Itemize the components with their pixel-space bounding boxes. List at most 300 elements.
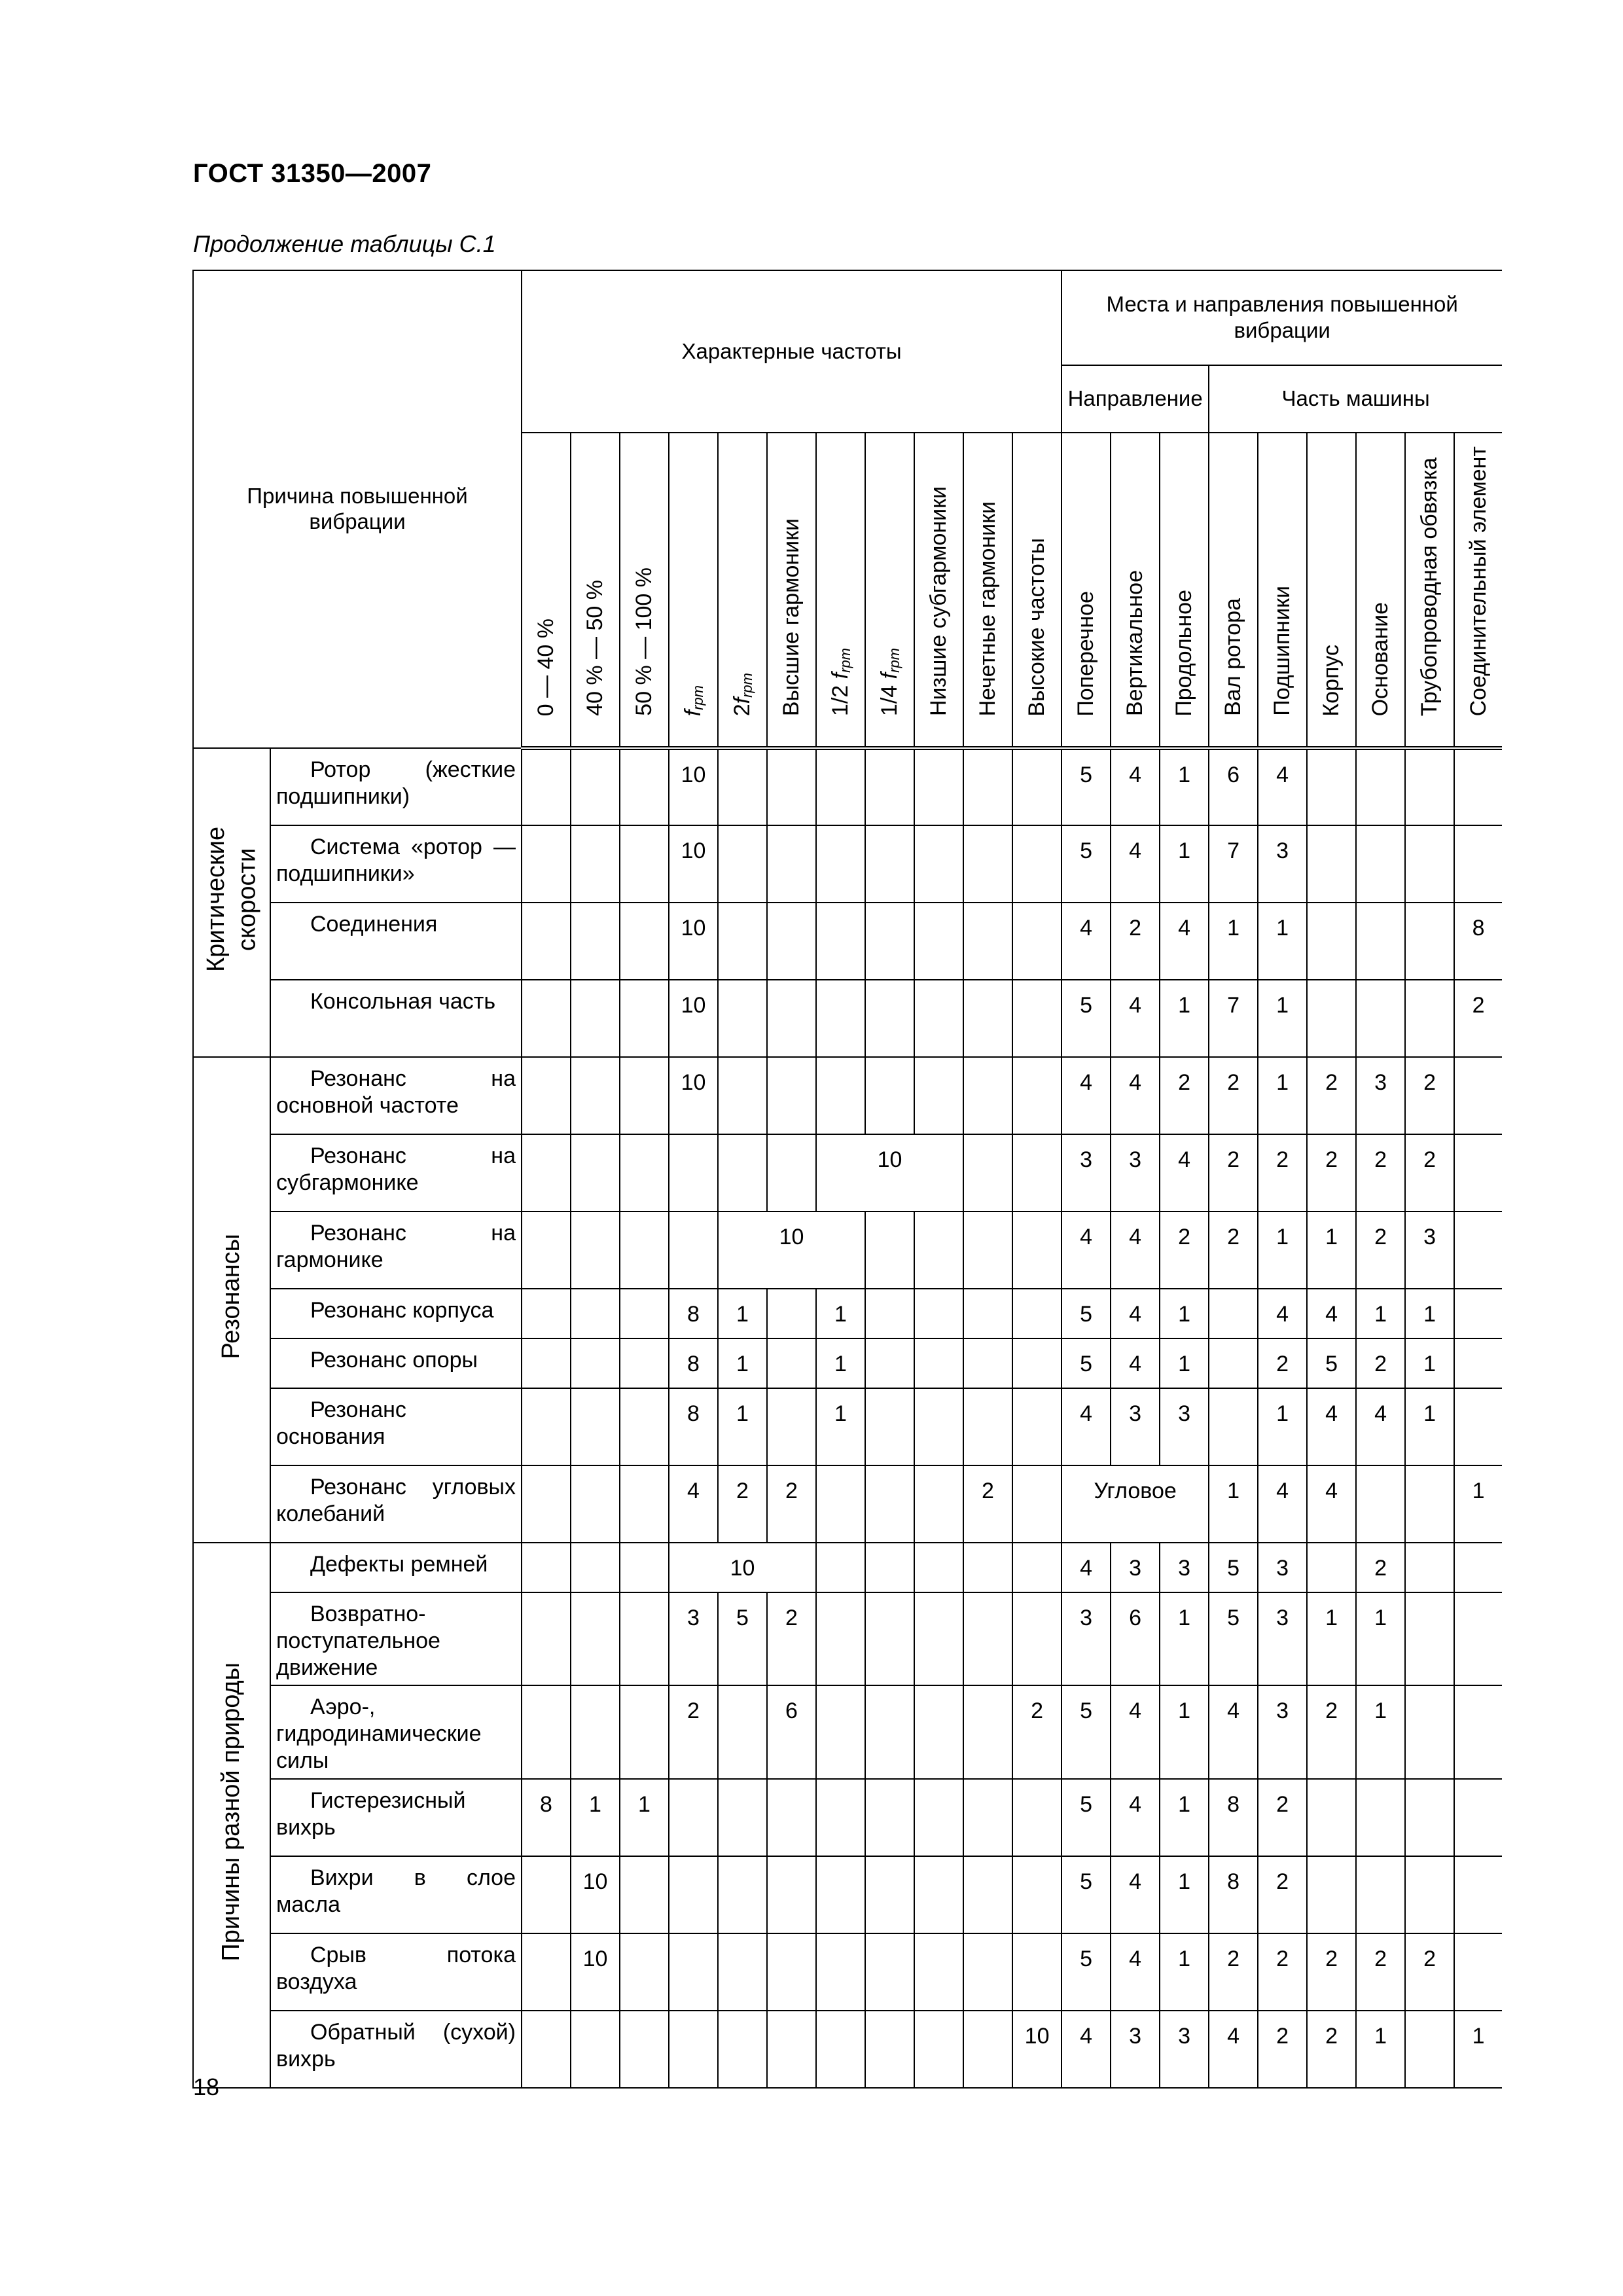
column-header-label: Корпус [1319,644,1344,717]
value-cell [1012,825,1061,903]
cell-value: 8 [687,1352,700,1376]
cell-value: 4 [1374,1401,1387,1426]
cell-value: 1 [589,1791,601,1817]
value-cell [1111,1856,1160,1933]
value-cell [1160,1134,1209,1211]
header-frequencies [522,270,1061,433]
value-cell [767,2011,816,2088]
value-cell [522,1779,571,1856]
cell-value: 1 [1374,2023,1387,2049]
value-cell [669,1592,718,1685]
value-cell [1405,1856,1454,1933]
cell-value: 1 [1178,838,1191,863]
value-cell [865,1211,914,1289]
column-header-label: Подшипники [1270,586,1295,717]
cell-value: 1 [1276,1225,1289,1249]
cell-value: 10 [681,916,706,941]
cell-value: 10 [681,1070,706,1095]
value-cell [1111,2011,1160,2088]
value-cell [1209,748,1258,825]
column-header-label: Низшие субгармоники [926,486,952,717]
cell-value: 1 [1325,1225,1338,1249]
cause-cell [270,1592,522,1685]
cell-value: 4 [1325,1479,1338,1503]
value-cell [1307,1543,1356,1592]
cell-value: 1 [1423,1302,1436,1327]
cell-value: 5 [1227,1556,1240,1581]
value-cell [1111,1592,1160,1685]
value-cell [669,1338,718,1388]
value-cell [767,1685,816,1778]
value-cell [767,1592,816,1685]
column-header-label: 0 — 40 % [533,618,559,717]
value-cell [1061,1592,1111,1685]
cause-cell [270,1856,522,1933]
cell-value: 4 [1129,1946,1142,1971]
cause-label: Резонанс угловых колебаний [276,1475,516,1526]
value-cell [816,1779,865,1856]
value-cell [1012,1543,1061,1592]
value-cell [669,1543,816,1592]
value-cell [1111,1338,1160,1388]
value-cell [1111,1779,1160,1856]
cell-value: 2 [1178,1070,1191,1095]
value-cell [865,1465,914,1543]
cause-label: Резонанс корпуса [310,1298,494,1323]
cause-cell [270,1057,522,1134]
cell-value: 5 [1080,1791,1093,1817]
value-cell [522,1057,571,1134]
table-row [193,1933,1502,2011]
cause-label: Дефекты ремней [310,1552,488,1577]
value-cell [1209,980,1258,1057]
value-cell [767,1856,816,1933]
cell-value: 1 [1227,1479,1240,1503]
cell-value: 2 [1374,1352,1387,1376]
value-cell [620,748,669,825]
value-cell [620,1779,669,1856]
cell-value: 2 [1276,1946,1289,1971]
value-cell [914,1057,963,1134]
value-cell [963,1856,1012,1933]
value-cell [1258,1211,1307,1289]
value-cell [865,1289,914,1338]
value-cell [1356,1933,1405,2011]
value-cell [1307,1388,1356,1465]
cell-value: 8 [540,1791,552,1817]
value-cell [669,1779,718,1856]
value-cell [571,1543,620,1592]
value-cell [1454,1856,1502,1933]
cause-label: Обратный (сухой) вихрь [276,2019,516,2072]
value-cell [1405,1388,1454,1465]
column-header-label: $f_{rpm}$ [681,685,707,717]
value-cell [1061,1211,1111,1289]
cell-value: 4 [1080,1070,1093,1095]
page-number: 18 [193,2073,220,2100]
cause-cell [270,1685,522,1778]
column-header [1160,433,1209,748]
value-cell [522,2011,571,2088]
cell-value: 3 [1080,1605,1093,1630]
value-cell [718,1592,767,1685]
value-cell [1111,1134,1160,1211]
cell-value: 1 [1276,993,1289,1018]
cell-value: 8 [1227,1869,1240,1894]
cause-cell [270,1211,522,1289]
value-cell [1307,1465,1356,1543]
value-cell [1454,980,1502,1057]
value-cell [963,1388,1012,1465]
cell-value: 2 [1325,1946,1338,1971]
cell-value: 1 [1178,1791,1191,1817]
value-cell [914,1289,963,1338]
header-cause-label: Причина повышенной вибрации [247,483,468,534]
value-cell [1405,903,1454,980]
cell-value: 5 [1080,1698,1093,1724]
value-cell [816,1057,865,1134]
value-cell [914,1543,963,1592]
cell-value: 2 [1423,1147,1436,1172]
header-machine-part [1209,365,1502,433]
value-cell [1209,1543,1258,1592]
cell-value: 4 [1325,1302,1338,1327]
value-cell [1307,980,1356,1057]
value-cell [1307,1592,1356,1685]
value-cell [963,1211,1012,1289]
category-cell [193,1543,270,2088]
value-cell [963,980,1012,1057]
value-cell [963,1289,1012,1338]
value-cell [963,1134,1012,1211]
cell-value: 4 [1080,1556,1093,1581]
cell-value: 7 [1227,838,1240,863]
value-cell [522,980,571,1057]
value-cell [522,825,571,903]
value-cell [1209,1933,1258,2011]
cell-value: 3 [1276,838,1289,863]
cell-value: 4 [1129,762,1142,787]
value-cell [767,1388,816,1465]
column-header-label: 1/2 $f_{rpm}$ [828,648,854,717]
value-cell [1258,1289,1307,1338]
value-cell [522,1543,571,1592]
value-cell [1012,748,1061,825]
column-header-label: Продольное [1171,589,1197,717]
cause-cell [270,1289,522,1338]
value-cell [522,1338,571,1388]
value-cell [963,748,1012,825]
cell-value: 1 [1178,993,1191,1018]
value-cell [620,1933,669,2011]
value-cell [718,1388,767,1465]
value-cell [1061,1779,1111,1856]
table-row [193,1388,1502,1465]
value-cell [571,1856,620,1933]
value-cell [1307,1338,1356,1388]
value-cell [1012,1388,1061,1465]
value-cell [522,1289,571,1338]
cell-value: 10 [582,1869,608,1894]
value-cell [1356,1134,1405,1211]
value-cell [620,903,669,980]
value-cell [1405,1465,1454,1543]
value-cell [1307,1685,1356,1778]
value-cell [1061,825,1111,903]
value-cell [1160,1933,1209,2011]
cell-value: 1 [736,1401,749,1426]
value-cell [669,1057,718,1134]
column-header [1258,433,1307,748]
value-cell [767,748,816,825]
value-cell [1258,1685,1307,1778]
value-cell [669,1685,718,1778]
value-cell [571,1338,620,1388]
value-cell [1111,748,1160,825]
cell-value: 5 [1080,1869,1093,1894]
value-cell [1405,1134,1454,1211]
value-cell [1356,1592,1405,1685]
vibration-causes-table [192,270,1502,2089]
cell-value: 10 [1024,2023,1050,2049]
value-cell [1405,1338,1454,1388]
cell-value: 10 [681,993,706,1018]
cause-cell [270,903,522,980]
cell-value: 10 [779,1225,804,1249]
value-cell [1160,1543,1209,1592]
value-cell [1061,1543,1111,1592]
cell-value: 5 [1080,1302,1093,1327]
value-cell [816,1543,865,1592]
value-cell [620,1465,669,1543]
value-cell [718,825,767,903]
value-cell [718,1338,767,1388]
cell-value: 2 [1129,916,1142,941]
cause-label: Резонанс на гармонике [276,1221,516,1272]
value-cell [1405,1289,1454,1338]
value-cell [1061,980,1111,1057]
value-cell [1160,1057,1209,1134]
value-cell [767,1134,816,1211]
column-header-label: Высокие частоты [1024,537,1050,717]
cell-value: 1 [1423,1401,1436,1426]
value-cell [1160,1856,1209,1933]
cell-value: 8 [1472,916,1485,941]
value-cell [571,1465,620,1543]
value-cell [522,1592,571,1685]
cause-label: Резонанс на субгармонике [276,1143,516,1195]
value-cell [1061,2011,1111,2088]
cause-label: Консольная часть [310,989,496,1014]
value-cell [571,2011,620,2088]
cell-value: 1 [1276,916,1289,941]
value-cell [914,1211,963,1289]
cause-cell [270,1134,522,1211]
cell-value: 8 [1227,1791,1240,1817]
value-cell [1160,1592,1209,1685]
value-cell [1258,1057,1307,1134]
value-cell [1454,825,1502,903]
cell-value: 2 [1276,1352,1289,1376]
value-cell [620,1057,669,1134]
value-cell [1405,1779,1454,1856]
value-cell [1454,903,1502,980]
column-header [914,433,963,748]
value-cell [1405,1592,1454,1685]
value-cell [1307,1211,1356,1289]
value-cell [571,825,620,903]
value-cell [718,903,767,980]
column-header [767,433,816,748]
value-cell [718,1289,767,1338]
category-cell [193,748,270,1057]
cell-value: 4 [1129,993,1142,1018]
cell-value: 3 [1129,1401,1142,1426]
cell-value: 1 [834,1302,847,1327]
value-cell [1258,1933,1307,2011]
column-header [1356,433,1405,748]
cell-value: 1 [1227,916,1240,941]
value-cell [1307,825,1356,903]
category-label: Причины разной природы [217,1662,245,1962]
value-cell [1061,1685,1111,1778]
cell-value: 4 [1178,1147,1191,1172]
value-cell [1061,1465,1209,1543]
value-cell [669,1134,718,1211]
value-cell [1307,1057,1356,1134]
column-header-label: $2f_{rpm}$ [730,672,756,717]
value-cell [963,1592,1012,1685]
value-cell [865,1543,914,1592]
cell-value: 2 [785,1479,798,1503]
cause-label: Резонанс основания [276,1397,406,1449]
cell-value: 2 [1227,1070,1240,1095]
value-cell [718,1134,767,1211]
value-cell [1012,1592,1061,1685]
value-cell [571,1779,620,1856]
value-cell [1454,2011,1502,2088]
value-cell [816,980,865,1057]
value-cell [914,748,963,825]
cell-value: 3 [1276,1605,1289,1630]
cell-value: 5 [1080,838,1093,863]
cell-value: 5 [1227,1605,1240,1630]
value-cell [1209,2011,1258,2088]
value-cell [1111,1388,1160,1465]
cell-value: 1 [1374,1698,1387,1724]
value-cell [914,1592,963,1685]
value-cell [718,1685,767,1778]
value-cell [1209,1592,1258,1685]
value-cell [1160,1779,1209,1856]
cell-value: 1 [1178,1605,1191,1630]
cell-value: 1 [736,1302,749,1327]
value-cell [1258,2011,1307,2088]
cause-cell [270,980,522,1057]
header-direction [1061,365,1209,433]
value-cell [620,825,669,903]
value-cell [767,980,816,1057]
cell-value: 2 [687,1698,700,1724]
cell-value: 6 [1227,762,1240,787]
cell-value: 1 [1325,1605,1338,1630]
value-cell [1356,1338,1405,1388]
value-cell [571,903,620,980]
value-cell [865,1388,914,1465]
cell-value: 1 [1374,1605,1387,1630]
value-cell [718,1465,767,1543]
cell-value: 2 [1374,1147,1387,1172]
cause-cell [270,1388,522,1465]
column-header [1209,433,1258,748]
value-cell [816,1134,963,1211]
column-header [1307,433,1356,748]
value-cell [767,1338,816,1388]
cell-value: 1 [1276,1070,1289,1095]
value-cell [865,903,914,980]
cause-label: Гистерезисный вихрь [276,1787,466,1840]
value-cell [865,1057,914,1134]
cell-value: 1 [1423,1352,1436,1376]
value-cell [914,825,963,903]
category-label: Резонансы [217,1234,245,1359]
value-cell [1454,1592,1502,1685]
value-cell [669,980,718,1057]
value-cell [620,1134,669,1211]
value-cell [669,1856,718,1933]
value-cell [1012,1856,1061,1933]
value-cell [1061,748,1111,825]
header-direction-label: Направление [1067,386,1203,411]
cell-value: 4 [1129,1791,1142,1817]
value-cell [1405,1543,1454,1592]
value-cell [718,2011,767,2088]
value-cell [1258,1779,1307,1856]
value-cell [865,748,914,825]
value-cell [522,1685,571,1778]
column-header [522,433,571,748]
cell-value: 3 [1129,1556,1142,1581]
value-cell [1061,1338,1111,1388]
value-cell [865,825,914,903]
header-machine-part-label: Часть машины [1281,386,1430,411]
value-cell [620,1856,669,1933]
value-cell [1405,2011,1454,2088]
cell-value: 2 [1276,1791,1289,1817]
cell-value: 4 [1080,1225,1093,1249]
value-cell [1454,1134,1502,1211]
value-cell [1160,1388,1209,1465]
value-cell [1258,1338,1307,1388]
value-cell [522,903,571,980]
cause-label: Ротор (жесткие подшипники) [276,757,516,809]
cell-value: 1 [1472,1479,1485,1503]
cell-value: 2 [1227,1946,1240,1971]
value-cell [1209,825,1258,903]
value-cell [767,1779,816,1856]
value-cell [767,1933,816,2011]
column-header [1454,433,1502,748]
value-cell [1061,1388,1111,1465]
cell-value: 6 [1129,1605,1142,1630]
value-cell [522,1933,571,2011]
value-cell [669,903,718,980]
column-header-label: Вертикальное [1122,570,1148,717]
value-cell [1209,1685,1258,1778]
category-label: Критические скорости [202,827,260,973]
cell-value: 3 [1423,1225,1436,1249]
value-cell [718,1057,767,1134]
